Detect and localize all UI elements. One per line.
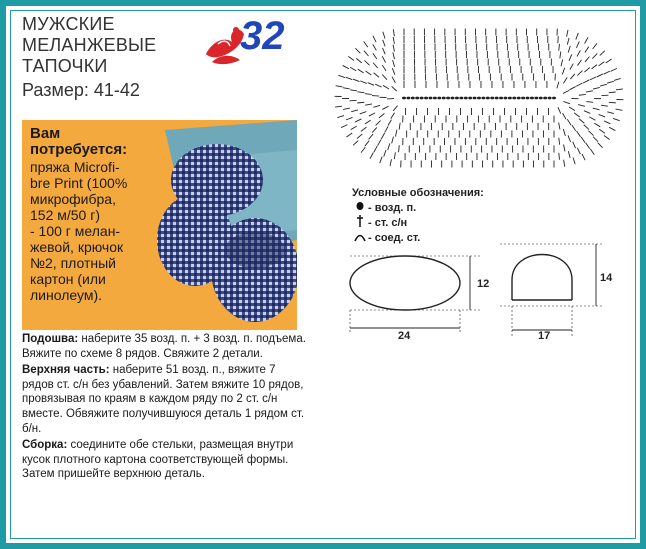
stitch-mark: [336, 86, 343, 87]
stitch-mark: [606, 59, 612, 63]
stitch-mark: [369, 113, 375, 116]
stitch-mark: [567, 30, 568, 37]
upper-height-label: 14: [600, 272, 613, 284]
materials-line: №2, плотный: [30, 255, 116, 271]
stitch-mark: [393, 60, 395, 67]
stitch-mark: [600, 84, 607, 86]
stitch-mark: [563, 113, 566, 119]
stitch-mark: [341, 125, 347, 128]
stitch-mark: [576, 33, 578, 40]
stitch-mark: [577, 60, 581, 66]
stitch-mark: [394, 152, 395, 159]
chain-stitch: [451, 97, 455, 100]
stitch-mark: [365, 141, 369, 146]
stitch-mark: [364, 41, 368, 47]
stitch-mark: [577, 131, 581, 137]
stitch-mark: [604, 121, 610, 124]
stitch-mark: [383, 40, 385, 47]
stitch-mark: [614, 78, 621, 80]
stitch-mark: [590, 149, 594, 155]
stitch-mark: [382, 56, 385, 62]
stitch-mark: [365, 104, 372, 105]
chain-stitch: [517, 97, 521, 100]
sole-width-label: 24: [398, 330, 411, 342]
stitch-mark: [568, 151, 570, 158]
stitch-mark: [607, 81, 614, 83]
chain-stitch: [543, 97, 547, 100]
stitch-mark: [382, 65, 386, 71]
legend-label: - возд. п.: [368, 202, 417, 215]
chain-stitch: [437, 97, 441, 100]
chain-stitch: [459, 97, 463, 100]
stitch-mark: [360, 112, 367, 114]
stitch-mark: [391, 113, 395, 119]
stitch-mark: [570, 64, 573, 70]
stitch-mark: [368, 83, 374, 86]
stitch-mark: [388, 120, 392, 126]
stitch-mark: [569, 54, 572, 60]
chain-stitch: [552, 97, 556, 100]
stitch-mark: [560, 52, 561, 59]
stitch-mark: [392, 68, 395, 75]
legend: [352, 186, 484, 246]
chain-stitch: [402, 97, 406, 100]
stitch-mark: [573, 142, 576, 148]
stitch-mark: [366, 71, 372, 75]
stitch-mark: [569, 87, 575, 90]
stitch-mark: [593, 87, 600, 89]
assembly-text: соедините обе стельки, размещая внутри кусок плотного картона соответствующей формы. Затем пришейте верхнюю деталь.: [22, 439, 294, 481]
stitch-mark: [348, 56, 354, 60]
stitch-mark: [343, 88, 350, 89]
stitch-mark: [346, 117, 353, 119]
stitch-mark: [356, 58, 361, 62]
chain-stitch: [477, 97, 481, 100]
stitch-mark: [393, 29, 394, 36]
stitch-mark: [346, 133, 352, 137]
stitch-mark: [343, 108, 350, 109]
stitch-mark: [390, 159, 391, 166]
stitch-mark: [385, 126, 388, 132]
stitch-mark: [570, 74, 575, 79]
stitch-mark: [583, 80, 589, 83]
upper-text: наберите 51 возд. п., вяжите 7 рядов ст. с/н без убавлений. Затем вяжите 10 рядов, провязывая по краям в каждом ряду по 2 ст. с/н вместе. Обвяжите получившуюся деталь 1 рядом ст. б/н.: [22, 364, 305, 435]
stitch-mark: [338, 75, 345, 77]
stitch-mark: [350, 67, 356, 70]
chain-stitch: [406, 97, 410, 100]
stitch-mark: [568, 135, 570, 142]
sole-label: Подошва:: [22, 333, 79, 345]
stitch-mark: [586, 91, 593, 92]
stitch-mark: [557, 82, 559, 89]
stitch-mark: [399, 145, 400, 152]
chain-stitch: [495, 97, 499, 100]
stitch-mark: [564, 160, 565, 167]
stitch-mark: [558, 107, 561, 113]
chain-stitch: [424, 97, 428, 100]
stitch-mark: [360, 81, 367, 84]
stitch-mark: [562, 68, 564, 75]
sole-text: наберите 35 возд. п. + 3 возд. п. подъема. Вяжите по схеме 8 рядов. Свяжите 2 детали.: [22, 333, 306, 360]
stitch-mark: [576, 41, 579, 47]
upper-paragraph: [22, 363, 307, 436]
chain-stitch: [499, 97, 503, 100]
stitch-mark: [563, 90, 569, 93]
stitch-mark: [598, 143, 603, 148]
stitch-mark: [568, 46, 570, 53]
stitch-mark: [604, 71, 610, 74]
stitch-mark: [383, 85, 389, 89]
issue-number: 32: [240, 14, 285, 58]
assembly-paragraph: [22, 438, 307, 482]
stitch-mark: [563, 101, 570, 103]
stitch-mark: [611, 68, 617, 71]
stitch-mark: [561, 59, 563, 66]
stitch-mark: [609, 102, 616, 103]
stitch-mark: [588, 131, 593, 136]
stitch-mark: [584, 111, 590, 114]
stitch-mark: [567, 119, 571, 125]
chain-stitch: [486, 97, 490, 100]
page-title: [22, 14, 156, 77]
sole-height-label: 12: [477, 278, 490, 290]
title-line-3: ТАПОЧКИ: [22, 56, 108, 76]
stitch-mark: [351, 126, 357, 130]
stitch-mark: [399, 123, 400, 130]
stitch-mark: [573, 158, 575, 165]
pattern-shapes: [340, 238, 620, 348]
stitch-mark: [579, 94, 586, 95]
materials-line: картон (или: [30, 271, 106, 287]
stitch-mark: [365, 120, 371, 124]
stitch-mark: [563, 77, 567, 83]
stitch-mark: [357, 134, 362, 139]
stitch-mark: [600, 51, 605, 56]
size-label: Размер: 41-42: [22, 80, 140, 100]
materials-line: жевой, крючок: [30, 239, 124, 255]
legend-item: [352, 216, 484, 231]
stitch-mark: [592, 54, 597, 59]
stitch-mark: [609, 92, 616, 93]
chain-stitch: [490, 97, 494, 100]
stitch-mark: [609, 127, 615, 130]
legend-item: [352, 201, 484, 216]
stitch-mark: [382, 75, 387, 80]
stitch-mark: [601, 105, 608, 106]
stitch-mark: [373, 53, 377, 59]
stitch-mark: [395, 130, 397, 137]
legend-label: - ст. с/н: [368, 217, 408, 230]
stitch-mark: [585, 37, 588, 43]
stitch-mark: [369, 134, 374, 139]
chain-stitch: [503, 97, 507, 100]
stitch-mark: [378, 140, 381, 146]
stitch-mark: [593, 108, 600, 110]
sole-shape: [350, 256, 460, 310]
chain-stitch: [442, 97, 446, 100]
stitch-mark: [585, 47, 589, 53]
stitch-mark: [393, 106, 398, 111]
chain-stitch: [521, 97, 525, 100]
stitch-mark: [577, 50, 580, 56]
stitch-mark: [589, 117, 595, 120]
chain-stitch: [473, 97, 477, 100]
stitch-mark: [564, 145, 565, 152]
stitch-mark: [388, 143, 390, 150]
stitch-mark: [384, 150, 386, 157]
stitch-mark: [559, 44, 560, 51]
stitch-mark: [383, 48, 386, 54]
stitch-mark: [373, 105, 380, 107]
upper-shape: [512, 255, 572, 301]
stitch-mark: [577, 148, 580, 154]
materials-heading-1: Вам: [30, 125, 61, 142]
chain-stitch: [468, 97, 472, 100]
sole-crochet-chart: [334, 26, 624, 176]
stitch-mark: [593, 43, 597, 49]
upper-width-label: 17: [538, 330, 551, 342]
stitch-mark: [559, 123, 560, 130]
stitch-mark: [392, 137, 394, 144]
chain-stitch: [548, 97, 552, 100]
stitch-mark: [599, 114, 606, 116]
stitch-mark: [584, 68, 589, 73]
stitch-mark: [616, 109, 623, 110]
stitch-mark: [393, 37, 394, 44]
stitch-mark: [375, 84, 381, 87]
materials-line: 152 м/50 г): [30, 207, 100, 223]
stitch-mark: [337, 116, 344, 118]
stitch-mark: [613, 118, 620, 120]
stitch-mark: [381, 133, 384, 139]
stitch-mark: [582, 154, 585, 160]
chain-stitch: [464, 97, 468, 100]
chain-stitch: [526, 97, 530, 100]
stitch-mark: [576, 83, 582, 86]
stitch-mark: [559, 138, 560, 145]
stitch-mark: [590, 77, 596, 80]
stitch-mark: [392, 77, 395, 83]
chain-stitch: [481, 97, 485, 100]
stitch-mark: [585, 57, 590, 62]
instructions: [22, 332, 307, 484]
stitch-mark: [393, 52, 395, 59]
stitch-mark: [357, 92, 364, 93]
stitch-mark: [607, 112, 614, 114]
materials-line: микрофибра,: [30, 191, 116, 207]
stitch-mark: [373, 44, 377, 50]
title-line-1: МУЖСКИЕ: [22, 14, 115, 34]
materials-text: [30, 126, 180, 303]
chain-stitch: [433, 97, 437, 100]
stitch-mark: [592, 65, 598, 69]
stitch-mark: [350, 90, 357, 91]
materials-line: bre Print (100%: [30, 175, 128, 191]
stitch-mark: [392, 86, 397, 91]
stitch-mark: [353, 141, 358, 146]
stitch-mark: [355, 119, 361, 122]
assembly-label: Сборка:: [22, 439, 68, 452]
stitch-mark: [374, 73, 379, 77]
sole-paragraph: [22, 332, 307, 361]
stitch-mark: [370, 152, 373, 158]
stitch-mark: [563, 129, 565, 136]
chain-stitch: [411, 97, 415, 100]
stitch-mark: [599, 62, 605, 66]
legend-label: - соед. ст.: [368, 232, 421, 245]
chain-stitch: [508, 97, 512, 100]
stitch-mark: [382, 106, 388, 109]
chain-stitch: [530, 97, 534, 100]
stitch-mark: [577, 71, 582, 76]
stitch-mark: [572, 125, 576, 131]
stitch-mark: [574, 113, 580, 117]
stitch-mark: [374, 146, 377, 152]
stitch-mark: [616, 89, 623, 90]
chain-stitch: [534, 97, 538, 100]
stitch-mark: [599, 129, 605, 133]
stitch-mark: [373, 36, 376, 42]
stitch-mark: [355, 48, 360, 53]
chain-stitch: [415, 97, 419, 100]
stitch-mark: [581, 137, 585, 143]
materials-line: - 100 г мелан-: [30, 223, 121, 239]
stitch-mark: [343, 65, 349, 68]
stitch-mark: [346, 77, 353, 79]
stitch-mark: [361, 147, 365, 153]
stitch-mark: [586, 143, 590, 149]
stitch-mark: [358, 69, 364, 73]
stitch-mark: [594, 123, 600, 127]
stitch-mark: [373, 63, 378, 68]
stitch-mark: [586, 102, 593, 103]
stitch-mark: [380, 157, 382, 164]
stitch-mark: [364, 51, 369, 56]
stitch-mark: [604, 135, 610, 139]
stitch-mark: [559, 153, 560, 160]
chain-stitch: [455, 97, 459, 100]
stitch-mark: [567, 38, 569, 45]
stitch-mark: [364, 60, 369, 65]
stitch-mark: [335, 106, 342, 107]
stitch-mark: [579, 119, 584, 123]
stitch-mark: [383, 32, 385, 39]
stitch-mark: [351, 110, 358, 112]
stitch-mark: [361, 127, 367, 131]
stitch-mark: [372, 127, 377, 132]
legend-title: Условные обозначения:: [352, 187, 484, 200]
materials-line: линолеум).: [30, 287, 103, 303]
chain-stitch: [539, 97, 543, 100]
chain-stitch: [428, 97, 432, 100]
stitch-mark: [357, 102, 364, 103]
stitch-mark: [569, 107, 575, 111]
materials-line: пряжа Microfi-: [30, 159, 120, 175]
stitch-mark: [353, 79, 360, 81]
stitch-mark: [379, 114, 384, 118]
upper-label: Верхняя часть:: [22, 364, 110, 377]
stitch-mark: [393, 45, 394, 52]
stitch-mark: [578, 105, 585, 107]
stitch-mark: [372, 96, 379, 97]
stitch-mark: [584, 125, 589, 130]
stitch-mark: [365, 94, 372, 95]
chain-stitch: [446, 97, 450, 100]
materials-heading-2: потребуется:: [30, 141, 128, 158]
title-line-2: МЕЛАНЖЕВЫЕ: [22, 35, 157, 55]
chain-stitch: [512, 97, 516, 100]
stitch-mark: [593, 137, 598, 142]
stitch-mark: [376, 121, 381, 126]
chain-stitch: [420, 97, 424, 100]
stitch-mark: [597, 74, 603, 77]
